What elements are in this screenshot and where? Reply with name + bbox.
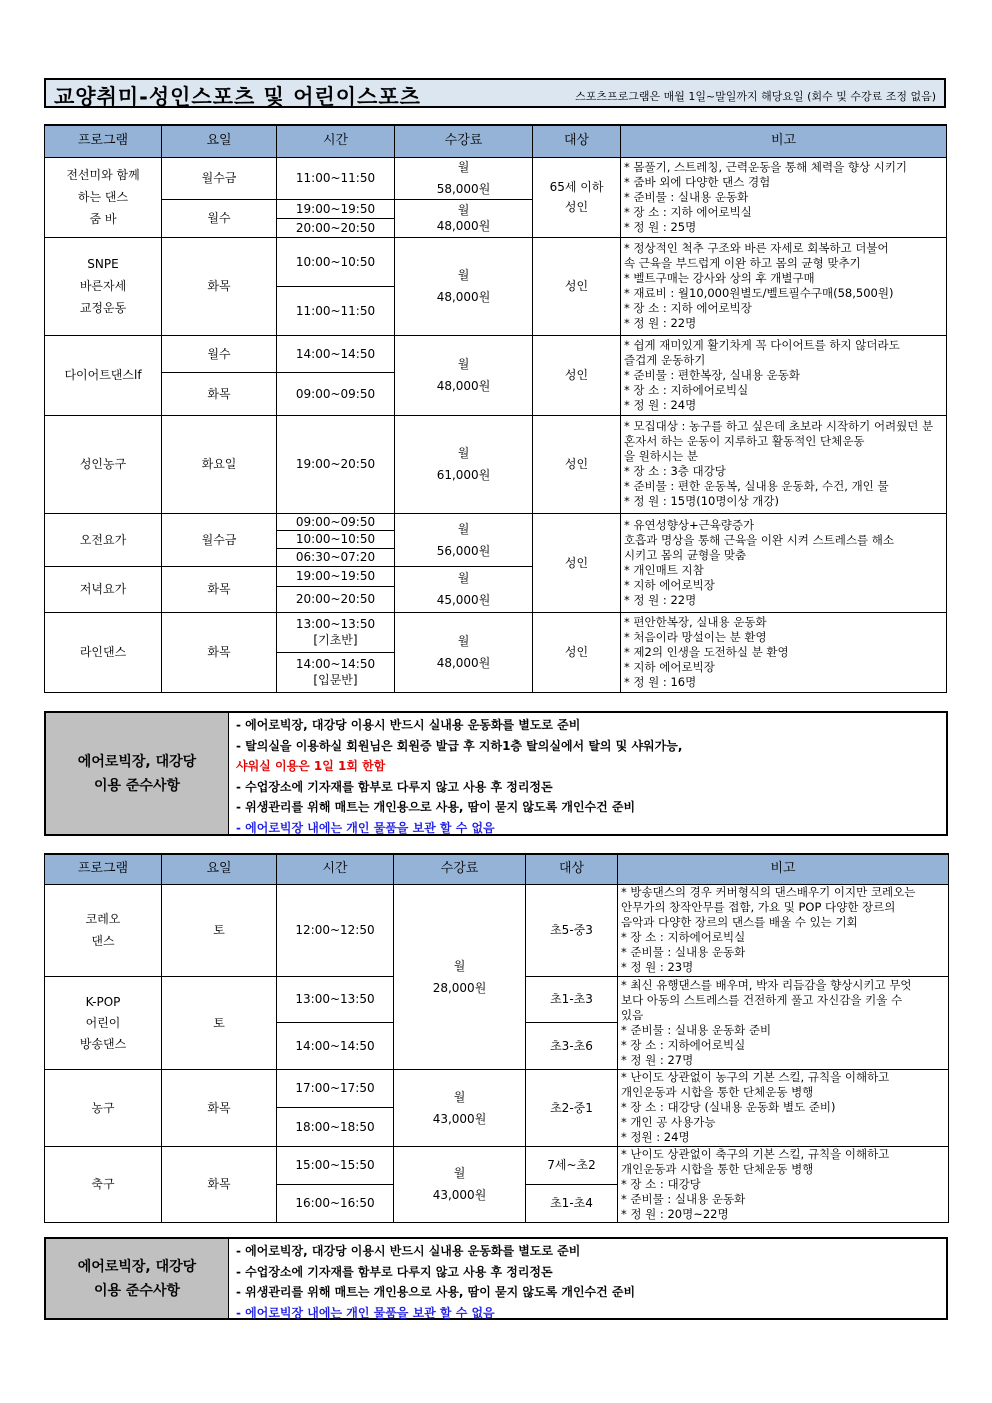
program-target: 성인 <box>533 415 621 513</box>
program-time: 17:00~17:50 <box>277 1069 394 1107</box>
program-time: 11:00~11:50 <box>277 286 395 335</box>
program-day: 월수 <box>162 199 277 237</box>
notice-line-storage: - 에어로빅장 내에는 개인 물품을 보관 할 수 없음 <box>236 1305 495 1320</box>
table-row <box>45 157 947 199</box>
program-target: 성인 <box>533 335 621 415</box>
program-time: 13:00~13:50 [기초반] <box>277 612 395 652</box>
notice-line: - 에어로빅장, 대강당 이용시 반드시 실내용 운동화를 별도로 준비 <box>236 1244 581 1258</box>
usage-rules-notice <box>44 711 948 836</box>
program-remarks: * 몸풀기, 스트레칭, 근력운동을 통해 체력을 향상 시키기 * 줌바 외에 다양한 댄스 경험 * 준비물 : 실내용 운동화 * 장 소 : 지하 에어로빅실 * 정 원 : 25명 <box>621 157 947 237</box>
notice-line-shower: 샤워실 이용은 1일 1회 한함 <box>236 759 386 773</box>
program-remarks: * 난이도 상관없이 농구의 기본 스킬, 규칙을 이해하고 개인운동과 시합을 통한 단체운동 병행 * 장 소 : 대강당 (실내용 운동화 별도 준비) * 개인 공 사용가능 * 정원 : 24명 <box>618 1069 949 1146</box>
table-row <box>45 1069 949 1107</box>
col-program: 프로그램 <box>45 854 162 884</box>
program-day: 화요일 <box>162 415 277 513</box>
notice-line: - 위생관리를 위해 매트는 개인용으로 사용, 땀이 묻지 않도록 개인수건 준비 <box>236 800 636 814</box>
table-header-row <box>45 854 949 884</box>
program-time: 14:00~14:50 <box>277 1022 394 1069</box>
program-name: 축구 <box>45 1146 162 1222</box>
notice-lines <box>236 715 940 838</box>
notice-line: - 수업장소에 기자재를 함부로 다루지 않고 사용 후 정리정돈 <box>236 1264 553 1279</box>
table-row <box>45 415 947 513</box>
program-fee: 월 48,000원 <box>395 335 533 415</box>
program-time: 19:00~19:50 <box>277 199 395 218</box>
program-day: 화목 <box>162 1146 277 1222</box>
notice-line-storage: - 에어로빅장 내에는 개인 물품을 보관 할 수 없음 <box>236 820 495 835</box>
table-row <box>45 612 947 652</box>
col-fee: 수강료 <box>395 125 533 157</box>
program-name: 성인농구 <box>45 415 162 513</box>
notice-line: - 에어로빅장, 대강당 이용시 반드시 실내용 운동화를 별도로 준비 <box>236 718 581 732</box>
usage-rules-notice-kids <box>44 1237 948 1320</box>
program-day: 월수금 <box>162 513 277 566</box>
program-target: 초3-초6 <box>526 1022 618 1069</box>
program-day: 토 <box>162 884 277 976</box>
header-note: 스포츠프로그램은 매월 1일~말일까지 해당요일 (회수 및 수강료 조정 없음) <box>575 90 936 103</box>
col-remarks: 비고 <box>621 125 947 157</box>
program-remarks: * 유연성향상+근육량증가 호흡과 명상을 통해 근육을 이완 시켜 스트레스를 해소 시키고 몸의 균형을 맞춤 * 개인매트 지참 * 지하 에어로빅장 * 정 원 : 22명 <box>621 513 947 612</box>
program-fee: 월 56,000원 <box>395 513 533 566</box>
program-fee: 월 58,000원 <box>395 157 533 199</box>
page-title: 교양취미-성인스포츠 및 어린이스포츠 <box>54 85 421 109</box>
program-day: 월수금 <box>162 157 277 199</box>
program-day: 화목 <box>162 237 277 335</box>
program-name: 다이어트댄스lf <box>45 335 162 415</box>
program-fee: 월 45,000원 <box>395 566 533 612</box>
program-time: 18:00~18:50 <box>277 1107 394 1146</box>
program-fee: 월 43,000원 <box>394 1069 526 1146</box>
notice-label: 에어로빅장, 대강당 이용 준수사항 <box>46 1239 229 1318</box>
table-row <box>45 237 947 286</box>
program-target: 초1-초3 <box>526 976 618 1022</box>
table-row <box>45 1146 949 1184</box>
program-name: SNPE 바른자세 교정운동 <box>45 237 162 335</box>
program-target: 7세~초2 <box>526 1146 618 1184</box>
program-time: 20:00~20:50 <box>277 218 395 237</box>
program-fee: 월 28,000원 <box>394 884 526 1069</box>
program-fee: 월 48,000원 <box>395 199 533 237</box>
program-target: 65세 이하 성인 <box>533 157 621 237</box>
program-name: 농구 <box>45 1069 162 1146</box>
program-day: 토 <box>162 976 277 1069</box>
notice-line: - 수업장소에 기자재를 함부로 다루지 않고 사용 후 정리정돈 <box>236 779 553 794</box>
program-target: 초5-중3 <box>526 884 618 976</box>
col-time: 시간 <box>277 854 394 884</box>
program-time: 10:00~10:50 <box>277 237 395 286</box>
col-target: 대상 <box>533 125 621 157</box>
program-time: 09:00~09:50 <box>277 372 395 415</box>
col-time: 시간 <box>277 125 395 157</box>
program-time: 14:00~14:50 [입문반] <box>277 652 395 692</box>
col-fee: 수강료 <box>394 854 526 884</box>
program-time: 11:00~11:50 <box>277 157 395 199</box>
program-remarks: * 난이도 상관없이 축구의 기본 스킬, 규칙을 이해하고 개인운동과 시합을 통한 단체운동 병행 * 장 소 : 대강당 * 준비물 : 실내용 운동화 * 정 원 : 20명~22명 <box>618 1146 949 1222</box>
notice-lines <box>236 1241 940 1323</box>
program-remarks: * 정상적인 척추 구조와 바른 자세로 회복하고 더불어 속 근육을 부드럽게 이완 하고 몸의 균형 맞추기 * 벨트구매는 강사와 상의 후 개별구매 * 재료비 : 월10,000원별도/벨트필수구매(58,500원) * 장 소 : 지하 에어로빅장 * 정 원 : 22명 <box>621 237 947 335</box>
program-name: 전선미와 함께 하는 댄스 줌 바 <box>45 157 162 237</box>
table-row <box>45 884 949 976</box>
adult-schedule-table <box>44 124 947 693</box>
program-time: 19:00~20:50 <box>277 415 395 513</box>
program-time: 20:00~20:50 <box>277 586 395 612</box>
program-day: 화목 <box>162 566 277 612</box>
program-time: 16:00~16:50 <box>277 1184 394 1222</box>
program-time: 10:00~10:50 <box>277 530 395 548</box>
program-day: 월수 <box>162 335 277 372</box>
program-fee: 월 43,000원 <box>394 1146 526 1222</box>
program-target: 성인 <box>533 237 621 335</box>
program-fee: 월 48,000원 <box>395 237 533 335</box>
program-day: 화목 <box>162 372 277 415</box>
program-time: 09:00~09:50 <box>277 513 395 530</box>
col-remarks: 비고 <box>618 854 949 884</box>
table-row <box>45 513 947 530</box>
program-time: 15:00~15:50 <box>277 1146 394 1184</box>
program-fee: 월 61,000원 <box>395 415 533 513</box>
program-time: 13:00~13:50 <box>277 976 394 1022</box>
program-time: 14:00~14:50 <box>277 335 395 372</box>
program-name: 코레오 댄스 <box>45 884 162 976</box>
program-name: K-POP 어린이 방송댄스 <box>45 976 162 1069</box>
program-name: 저녁요가 <box>45 566 162 612</box>
program-remarks: * 최신 유행댄스를 배우며, 박자 리듬감을 향상시키고 무엇 보다 아동의 스트레스를 건전하게 풀고 자신감을 키울 수 있음 * 준비물 : 실내용 운동화 준비 * 장 소 : 지하에어로빅실 * 정 원 : 27명 <box>618 976 949 1069</box>
program-time: 06:30~07:20 <box>277 548 395 566</box>
program-time: 19:00~19:50 <box>277 566 395 586</box>
notice-line: - 탈의실을 이용하실 회원님은 회원증 발급 후 지하1층 탈의실에서 탈의 및 샤워가능, <box>236 738 683 753</box>
notice-label: 에어로빅장, 대강당 이용 준수사항 <box>46 713 229 834</box>
col-program: 프로그램 <box>45 125 162 157</box>
program-name: 오전요가 <box>45 513 162 566</box>
notice-line: - 위생관리를 위해 매트는 개인용으로 사용, 땀이 묻지 않도록 개인수건 준비 <box>236 1285 636 1299</box>
program-time: 12:00~12:50 <box>277 884 394 976</box>
program-target: 성인 <box>533 612 621 692</box>
program-target: 성인 <box>533 513 621 612</box>
table-row <box>45 335 947 372</box>
program-remarks: * 모집대상 : 농구를 하고 싶은데 초보라 시작하기 어려웠던 분 혼자서 하는 운동이 지루하고 활동적인 단체운동 을 원하시는 분 * 장 소 : 3층 대강당 * 준비물 : 편한 운동복, 실내용 운동화, 수건, 개인 물 * 정 원 : 15명(10명이상 개강) <box>621 415 947 513</box>
program-target: 초1-초4 <box>526 1184 618 1222</box>
program-day: 화목 <box>162 612 277 692</box>
program-target: 초2-중1 <box>526 1069 618 1146</box>
program-day: 화목 <box>162 1069 277 1146</box>
table-header-row <box>45 125 947 157</box>
program-name: 라인댄스 <box>45 612 162 692</box>
kids-schedule-table <box>44 853 949 1223</box>
program-remarks: * 방송댄스의 경우 커버형식의 댄스배우기 이지만 코레오는 안무가의 창작안무를 접함, 가요 및 POP 다양한 장르의 음악과 다양한 장르의 댄스를 배울 수 있는 기회 * 장 소 : 지하에어로빅실 * 준비물 : 실내용 운동화 * 정 원 : 23명 <box>618 884 949 976</box>
program-remarks: * 편안한복장, 실내용 운동화 * 처음이라 망설이는 분 환영 * 제2의 인생을 도전하실 분 환영 * 지하 에어로빅장 * 정 원 : 16명 <box>621 612 947 692</box>
program-fee: 월 48,000원 <box>395 612 533 692</box>
page-header <box>44 78 946 108</box>
col-day: 요일 <box>162 125 277 157</box>
col-day: 요일 <box>162 854 277 884</box>
col-target: 대상 <box>526 854 618 884</box>
program-remarks: * 쉽게 재미있게 활기차게 꼭 다이어트를 하지 않더라도 즐겁게 운동하기 * 준비물 : 편한복장, 실내용 운동화 * 장 소 : 지하에어로빅실 * 정 원 : 24명 <box>621 335 947 415</box>
